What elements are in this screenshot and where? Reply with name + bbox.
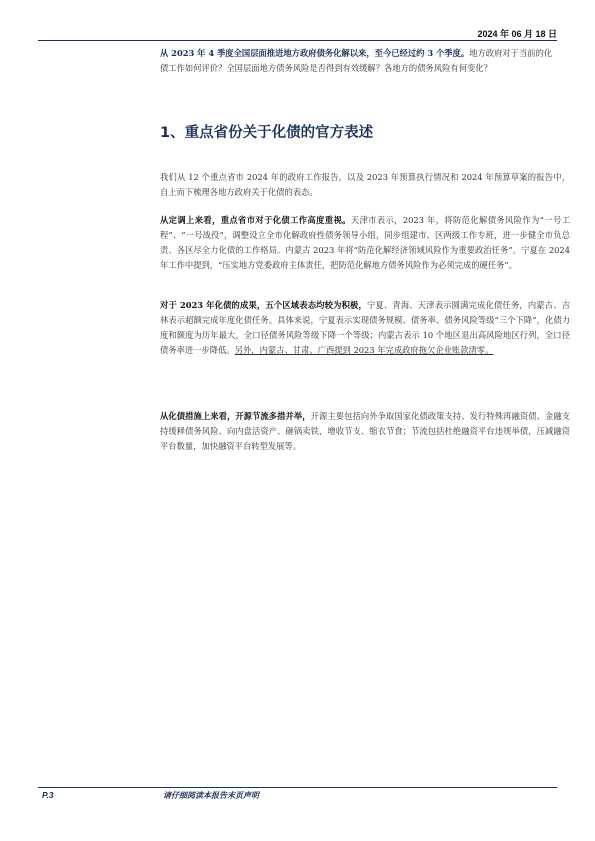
section-title: 1、重点省份关于化债的官方表述 bbox=[160, 125, 374, 141]
disclaimer-note: 请仔细阅读本报告末页声明 bbox=[163, 790, 259, 800]
intro-paragraph bbox=[160, 46, 560, 76]
report-date: 2024 年 06 月 18 日 bbox=[477, 29, 557, 39]
paragraph-measures-bold: 从化债措施上来看，开源节流多措并举， bbox=[160, 411, 311, 421]
paragraph-tone-bold: 从定调上来看，重点省市对于化债工作高度重视。 bbox=[160, 215, 351, 225]
page-number: P.3 bbox=[42, 790, 54, 800]
paragraph-measures-text: 开源主要包括向外争取国家化债政策支持、发行特殊再融资债、金融支持缓释债务风险、向内盘活资产、砸锅卖铁，增收节支、缩衣节食；节流包括杜绝融资平台违规举债，压减融资平台数量，加快融资平台转型发展等。 bbox=[160, 411, 570, 451]
header-divider bbox=[38, 40, 557, 41]
intro-lead: 从 2023 年 4 季度全国层面推进地方政府债务化解以来，至今已经过约 3 个季度。 bbox=[160, 48, 470, 58]
paragraph-results bbox=[160, 298, 570, 358]
paragraph-method-text: 我们从 12 个重点省市 2024 年的政府工作报告，以及 2023 年预算执行情况和 2024 年预算草案的报告中，自上而下梳理各地方政府关于化债的表态。 bbox=[160, 172, 570, 197]
paragraph-method bbox=[160, 170, 570, 200]
paragraph-results-bold: 对于 2023 年化债的成果，五个区域表态均较为积极， bbox=[160, 300, 367, 310]
paragraph-tone bbox=[160, 213, 570, 273]
paragraph-results-text: 宁夏、青海、天津表示圆满完成化债任务，内蒙古、吉林表示超额完成年度化债任务。具体来说，宁夏表示实现债务规模、债务率、债务风险等级“三个下降”，化债力度和额度为历年最大，全口径债务风险等级下降一个等级；内蒙古表示 10 个地区退出高风险地区行列，全口径债务率进一步降低。 bbox=[160, 300, 570, 355]
footer-divider bbox=[38, 787, 557, 788]
paragraph-results-underlined: 另外，内蒙古、甘肃、广西提到 2023 年完成政府拖欠企业账款清零。 bbox=[234, 345, 494, 355]
intro-rest: 地方政府对于当前的化债工作如何评价？全国层面地方债务风险是否得到有效缓解？各地方的债务风险有何变化？ bbox=[160, 48, 553, 73]
paragraph-tone-text: 天津市表示，2023 年，将防范化解债务风险作为“一号工程”、“一号战役”，调整设立全市化解政府性债务领导小组，同步组建市、区两级工作专班，进一步健全市负总责、各区尽全力化债的工作格局。内蒙古 2023 年将“防范化解经济领域风险作为重要政治任务”。宁夏在 2024 年工作中提到，“压实地方党委政府主体责任，把防范化解地方债务风险作为必须完成的硬任务”。 bbox=[160, 215, 570, 270]
paragraph-measures bbox=[160, 409, 570, 454]
